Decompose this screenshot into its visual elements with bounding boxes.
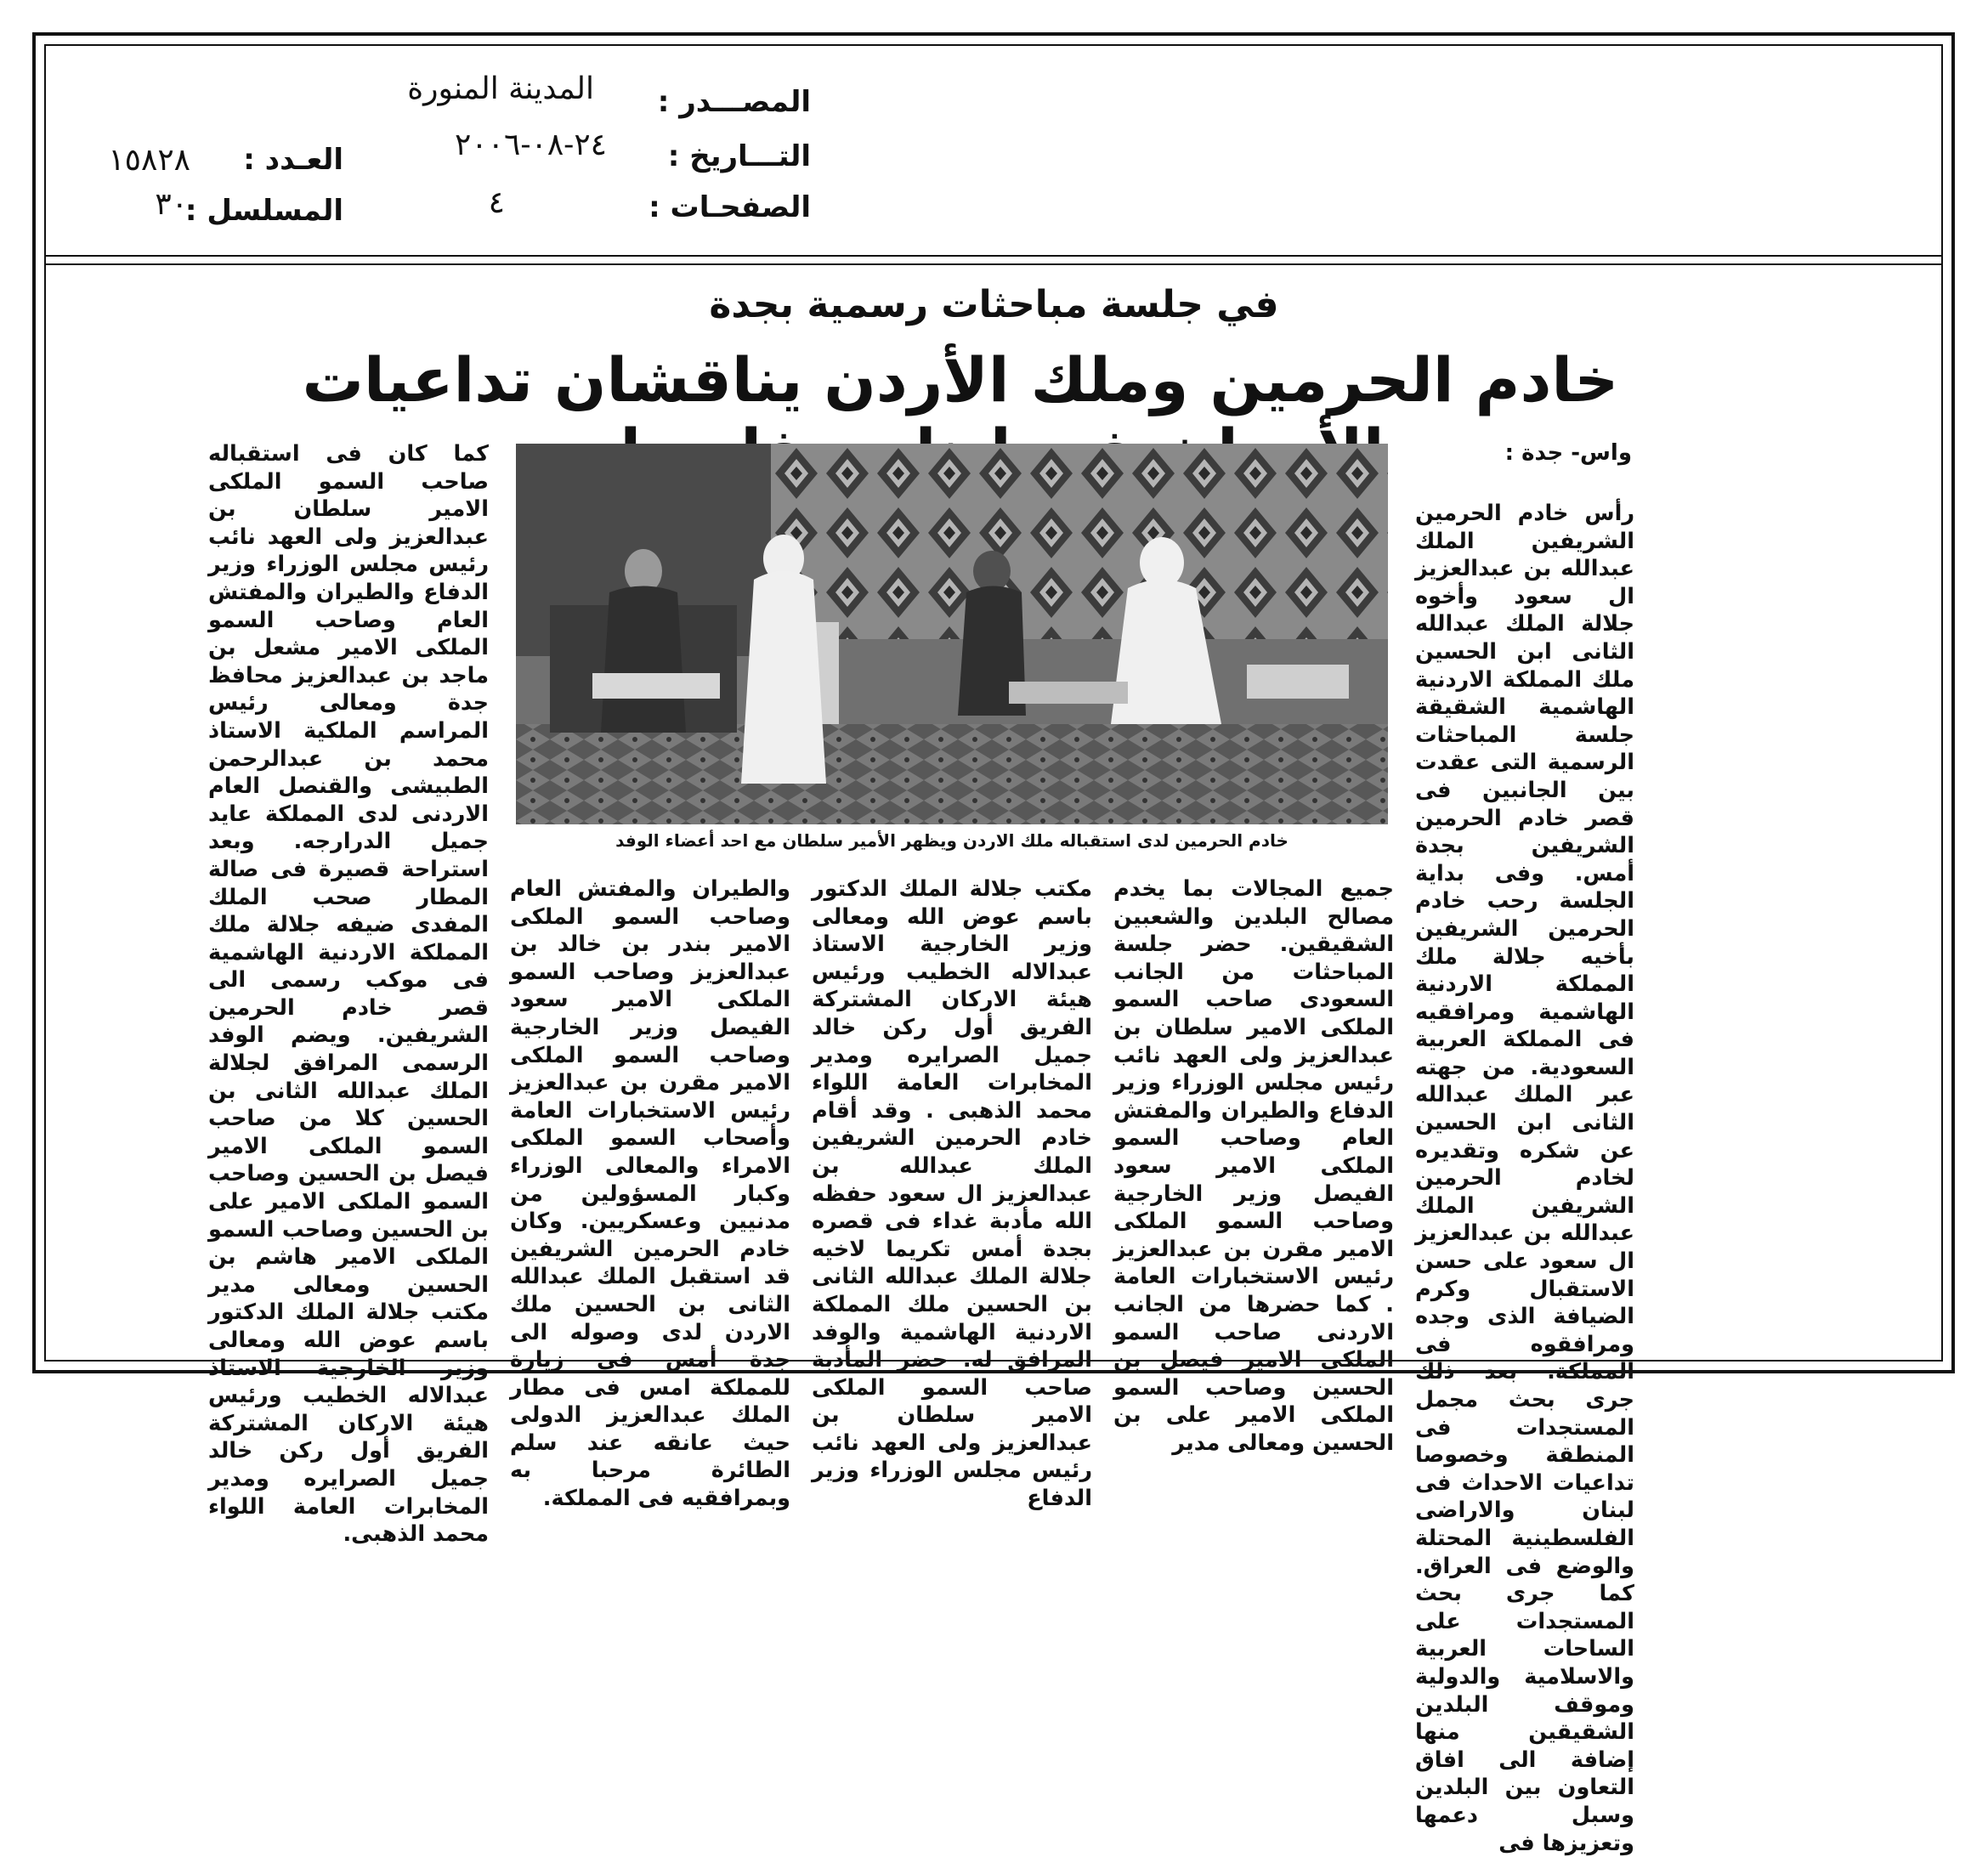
news-photo — [516, 444, 1388, 824]
article-dateline: واس- جدة : — [1504, 440, 1632, 466]
issue-label: العـدد : — [243, 143, 343, 177]
column-2-text: جميع المجالات بما يخدم مصالح البلدين والشعبين الشقيقين. حضر جلسة المباحثات من الجانب السعودى صاحب السمو الملكى الامير سلطان بن عبدالعزيز ولى العهد نائب رئيس مجلس الوزراء وزير الدفاع والطيران والمفتش العام وصاحب السمو الملكى الامير سعود الفيصل وزير الخارجية وصاحب السمو الملكى الامير مقرن بن عبدالعزيز رئيس الاستخبارات العامة . كما حضرها من الجانب الاردنى صاحب السمو الملكى الامير فيصل بن الحسين وصاحب السمو الملكى الامير على بن الحسين ومعالى مدير — [1113, 876, 1394, 1456]
article-column-1 — [1415, 500, 1634, 1856]
header-divider — [44, 255, 1943, 257]
article-column-2 — [1113, 875, 1394, 1456]
date-label: التـــاريخ : — [667, 139, 811, 173]
column-4-text: والطيران والمفتش العام وصاحب السمو الملكى الامير بندر بن خالد بن عبدالعزيز وصاحب السمو الملكى الامير سعود الفيصل وزير الخارجية وصاحب السمو الملكى الامير مقرن بن عبدالعزيز رئيس الاستخبارات العامة وأصحاب السمو الملكى الامراء والمعالى الوزراء وكبار المسؤولين من مدنيين وعسكريين. وكان خادم الحرمين الشريفين قد استقبل الملك عبدالله الثانى بن الحسين ملك الاردن لدى وصوله الى جدة أمس فى زيارة للمملكة امس فى مطار الملك عبدالعزيز الدولى حيث عانقه عند سلم الطائرة مرحبا به وبمرافقيه فى المملكة. — [510, 876, 790, 1512]
article-headline: خادم الحرمين وملك الأردن يناقشان تداعيات — [302, 344, 1619, 416]
pages-value: ٤ — [488, 185, 505, 220]
column-5-text: كما كان فى استقباله صاحب السمو الملكى الامير سلطان بن عبدالعزيز ولى العهد نائب رئيس مجلس الوزراء وزير الدفاع والطيران والمفتش العام وصاحب السمو الملكى الامير مشعل بن ماجد بن عبدالعزيز محافظ جدة ومعالى رئيس المراسم الملكية الاستاذ محمد بن عبدالرحمن الطبيشى والقنصل العام الاردنى لدى المملكة عايد جميل الدرارجه. وبعد استراحة قصيرة فى صالة المطار صحب الملك المفدى ضيفه جلالة ملك المملكة الاردنية الهاشمية فى موكب رسمى الى قصر خادم الحرمين الشريفين. ويضم الوفد الرسمى المرافق لجلالة الملك عبدالله الثانى بن الحسين كلا من صاحب السمو الملكى الامير فيصل بن الحسين وصاحب السمو الملكى الامير على بن الحسين وصاحب السمو الملكى الامير هاشم بن الحسين ومعالى مدير مكتب جلالة الملك الدكتور باسم عوض الله ومعالى وزير الخارجية الاستاذ عبدالاله الخطيب ورئيس هيئة الاركان المشتركة الفريق أول ركن خالد جميل الصرايره ومدير المخابرات العامة اللواء محمد الذهبى. — [208, 441, 489, 1548]
column-1-text: رأس خادم الحرمين الشريفين الملك عبدالله بن عبدالعزيز ال سعود وأخوه جلالة الملك عبدالله الثانى ابن الحسين ملك المملكة الاردنية الهاشمية الشقيقة جلسة المباحثات الرسمية التى عقدت بين الجانبين فى قصر خادم الحرمين الشريفين بجدة أمس. وفى بداية الجلسة رحب خادم الحرمين الشريفين بأخيه جلالة ملك المملكة الاردنية الهاشمية ومرافقيه فى المملكة العربية السعودية. من جهته عبر الملك عبدالله الثانى ابن الحسين عن شكره وتقديره لخادم الحرمين الشريفين الملك عبدالله بن عبدالعزيز ال سعود على حسن الاستقبال وكرم الضيافة الذى وجده ومرافقوه فى المملكة. بعد ذلك جرى بحث مجمل المستجدات فى المنطقة وخصوصا تداعيات الاحداث فى لبنان والاراضى الفلسطينية المحتلة والوضع فى العراق. كما جرى بحث المستجدات على الساحات العربية والاسلامية والدولية وموقف البلدين الشقيقين منها إضافة الى افاق التعاون بين البلدين وسبل دعمها وتعزيزها فى — [1415, 501, 1634, 1856]
date-value: ٢٤-٠٨-٢٠٠٦ — [454, 127, 607, 162]
pages-label: الصفحـات : — [649, 190, 811, 224]
serial-value: ٣٠ — [155, 187, 188, 222]
article-column-5 — [208, 440, 489, 1548]
header-divider-second — [44, 263, 1943, 265]
photo-illustration — [516, 444, 1388, 824]
photo-caption: خادم الحرمين لدى استقباله ملك الاردن ويظهر الأمير سلطان مع احد أعضاء الوفد — [615, 830, 1289, 851]
issue-value: ١٥٨٢٨ — [108, 143, 190, 178]
column-3-text: مكتب جلالة الملك الدكتور باسم عوض الله ومعالى وزير الخارجية الاستاذ عبدالاله الخطيب ورئيس هيئة الاركان المشتركة الفريق أول ركن خالد جميل الصرايره ومدير المخابرات العامة اللواء محمد الذهبى . وقد أقام خادم الحرمين الشريفين الملك عبدالله بن عبدالعزيز ال سعود حفظه الله مأدبة غداء فى قصره بجدة أمس تكريما لاخيه جلالة الملك عبدالله الثانى بن الحسين ملك المملكة الاردنية الهاشمية والوفد المرافق له. حضر المأدبة صاحب السمو الملكى الامير سلطان بن عبدالعزيز ولى العهد نائب رئيس مجلس الوزراء وزير الدفاع — [812, 876, 1092, 1512]
source-label: المصـــدر : — [657, 85, 811, 119]
article-column-3 — [812, 875, 1092, 1512]
serial-label: المسلسل : — [184, 194, 343, 228]
source-value: المدينة المنورة — [407, 71, 594, 106]
article-column-4 — [510, 875, 790, 1512]
article-kicker: في جلسة مباحثات رسمية بجدة — [709, 283, 1279, 326]
